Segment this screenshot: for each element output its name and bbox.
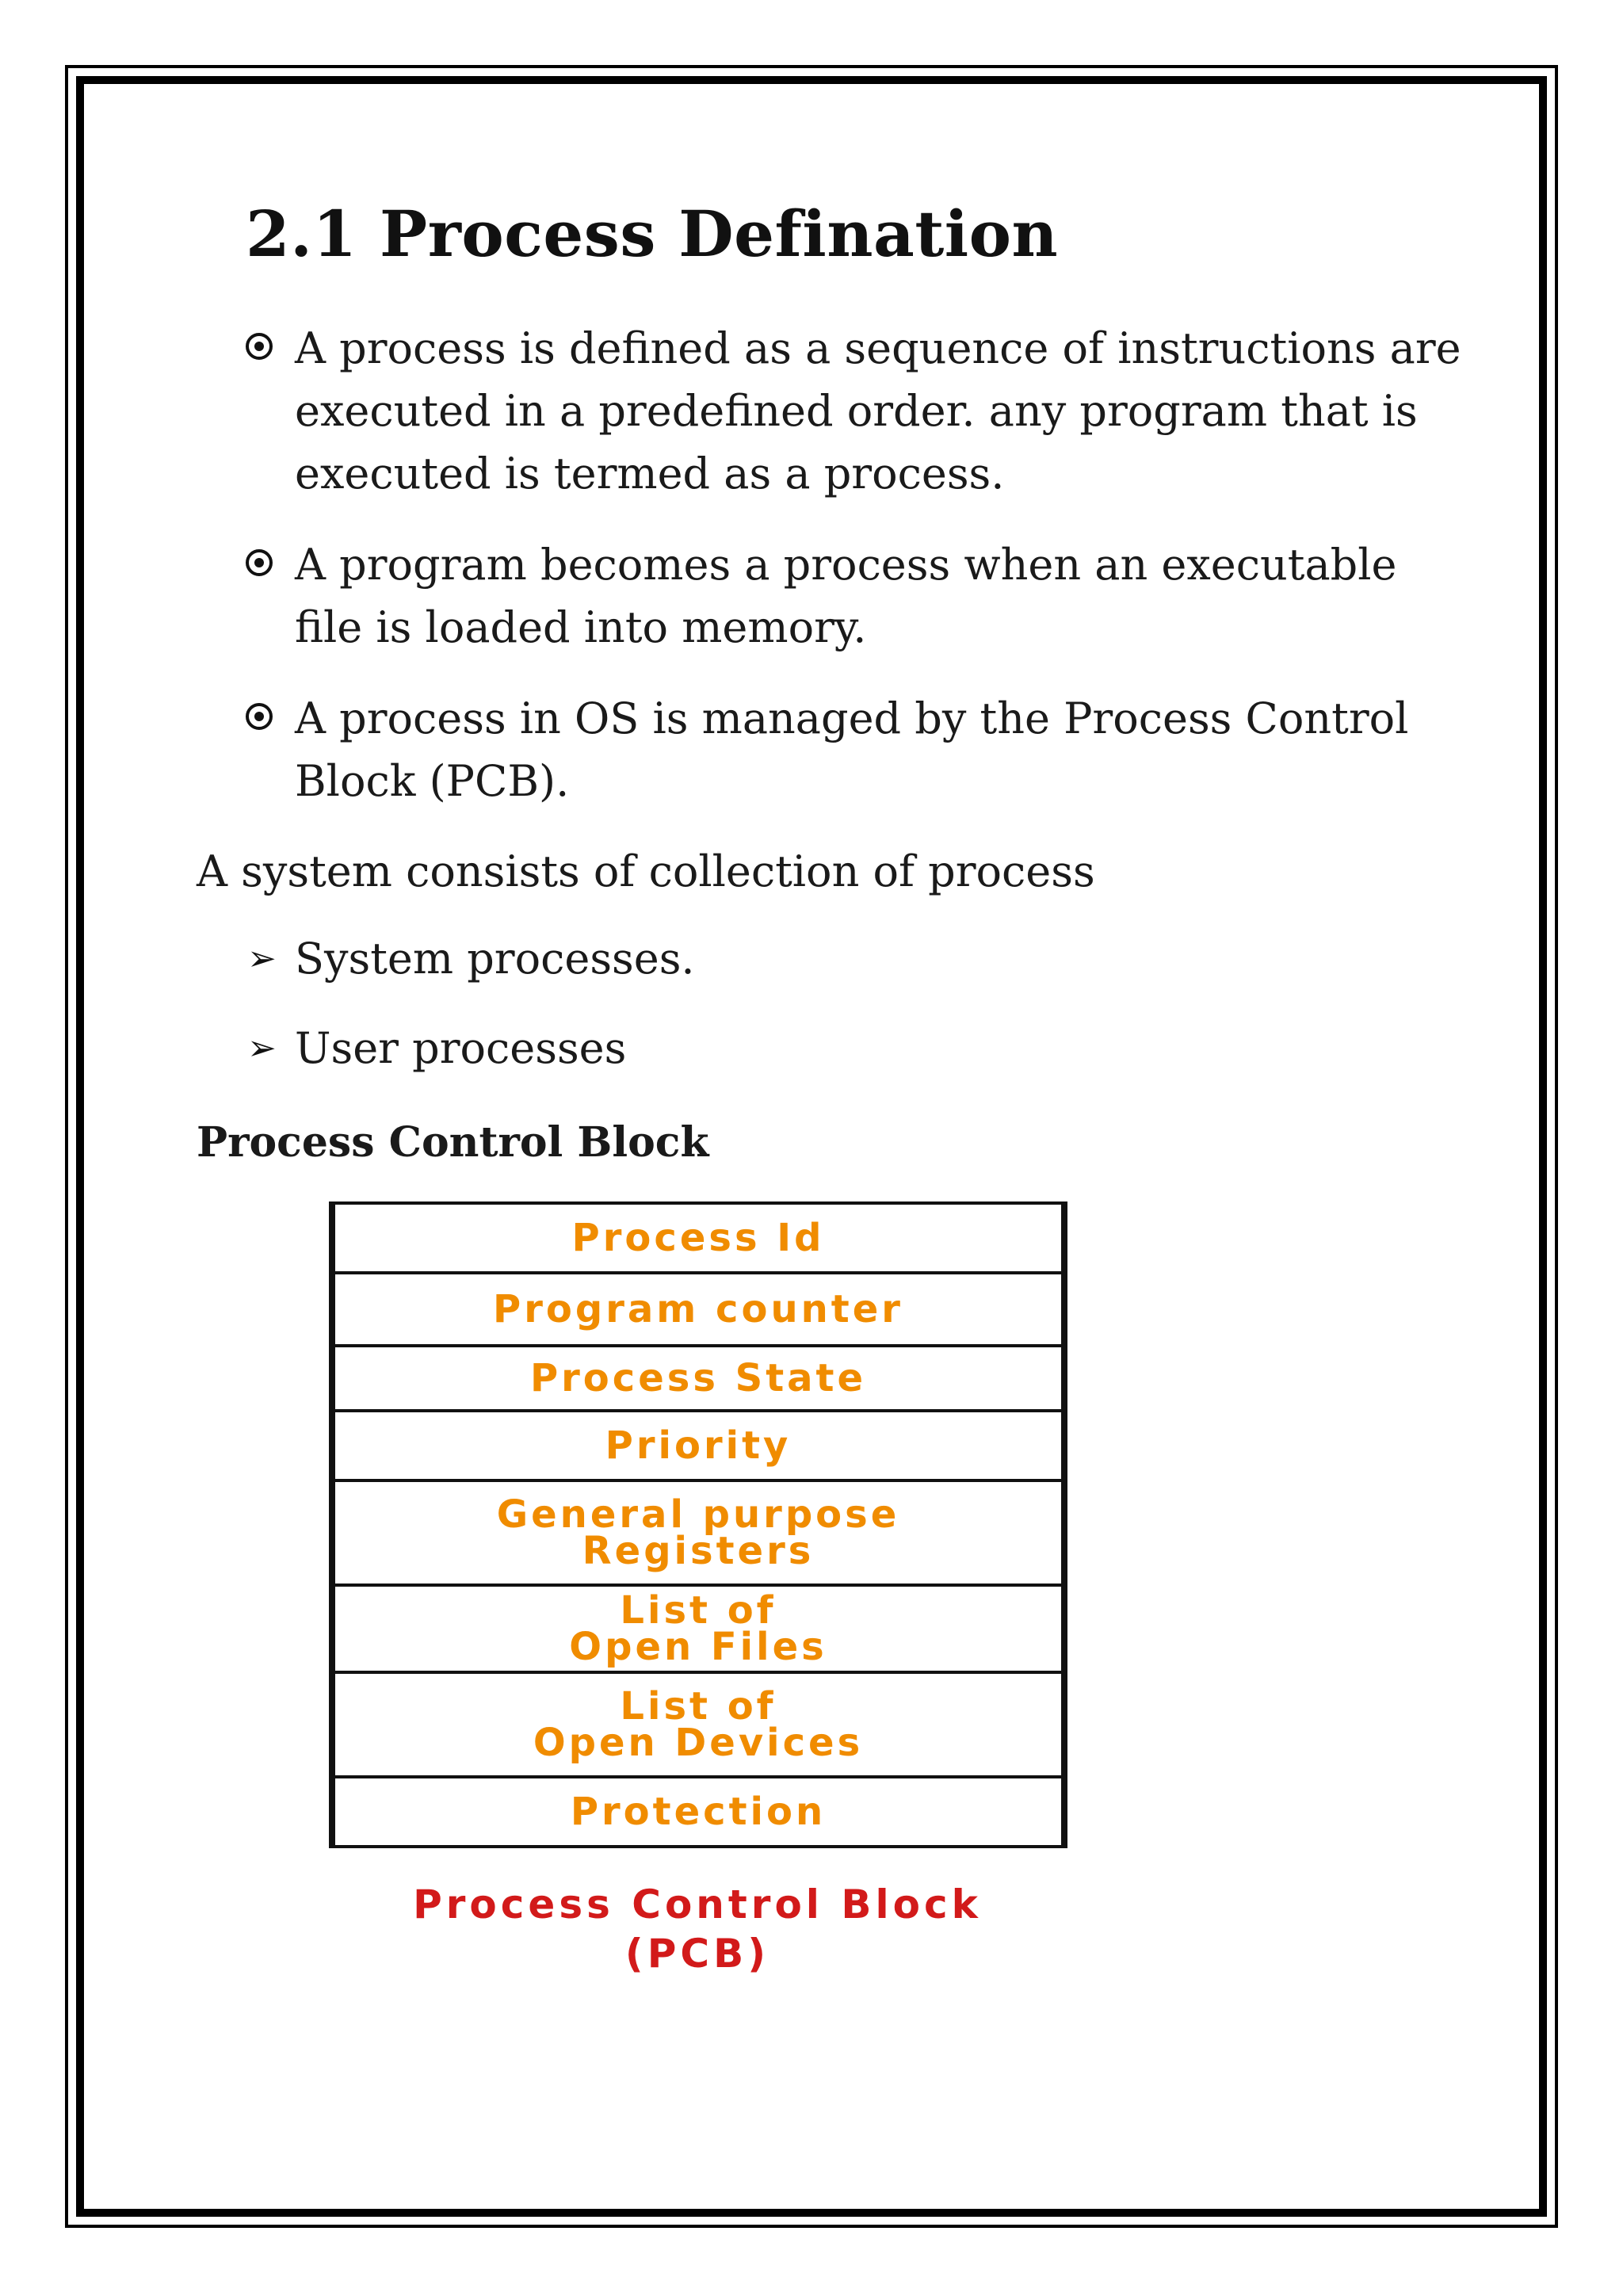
circle-dot-icon bbox=[246, 333, 273, 360]
definition-text: A process is defined as a sequence of instructions are executed in a predefined order. any program that is executed is termed as a process. bbox=[295, 323, 1461, 499]
process-type-text: System processes. bbox=[295, 934, 695, 984]
circle-dot-icon bbox=[246, 703, 273, 730]
pcb-field: General purpose Registers bbox=[335, 1482, 1061, 1587]
page-title: 2.1 Process Defination bbox=[246, 197, 1059, 271]
process-type-list bbox=[246, 927, 695, 1106]
process-type-item bbox=[246, 1017, 695, 1079]
process-type-item bbox=[246, 927, 695, 990]
pcb-field: Protection bbox=[335, 1778, 1061, 1848]
pcb-field: List of Open Devices bbox=[335, 1674, 1061, 1778]
arrow-bullet-icon: ➢ bbox=[247, 1028, 277, 1068]
definition-text: A process in OS is managed by the Process Control Block (PCB). bbox=[295, 693, 1409, 806]
pcb-field: Process Id bbox=[335, 1205, 1061, 1274]
definition-item bbox=[246, 533, 1466, 659]
process-type-text: User processes bbox=[295, 1023, 627, 1073]
pcb-heading: Process Control Block bbox=[197, 1118, 709, 1167]
definition-list bbox=[246, 317, 1466, 841]
definition-text: A program becomes a process when an executable file is loaded into memory. bbox=[295, 540, 1397, 652]
pcb-diagram bbox=[329, 1201, 1067, 1848]
pcb-caption: Process Control Block (PCB) bbox=[413, 1881, 982, 1977]
pcb-field: Priority bbox=[335, 1412, 1061, 1482]
pcb-field: List of Open Files bbox=[335, 1587, 1061, 1674]
circle-dot-icon bbox=[246, 549, 273, 576]
definition-item bbox=[246, 687, 1466, 812]
definition-item bbox=[246, 317, 1466, 505]
pcb-field: Program counter bbox=[335, 1274, 1061, 1347]
pcb-field: Process State bbox=[335, 1347, 1061, 1412]
arrow-bullet-icon: ➢ bbox=[247, 938, 277, 979]
system-intro: A system consists of collection of process bbox=[197, 846, 1095, 896]
